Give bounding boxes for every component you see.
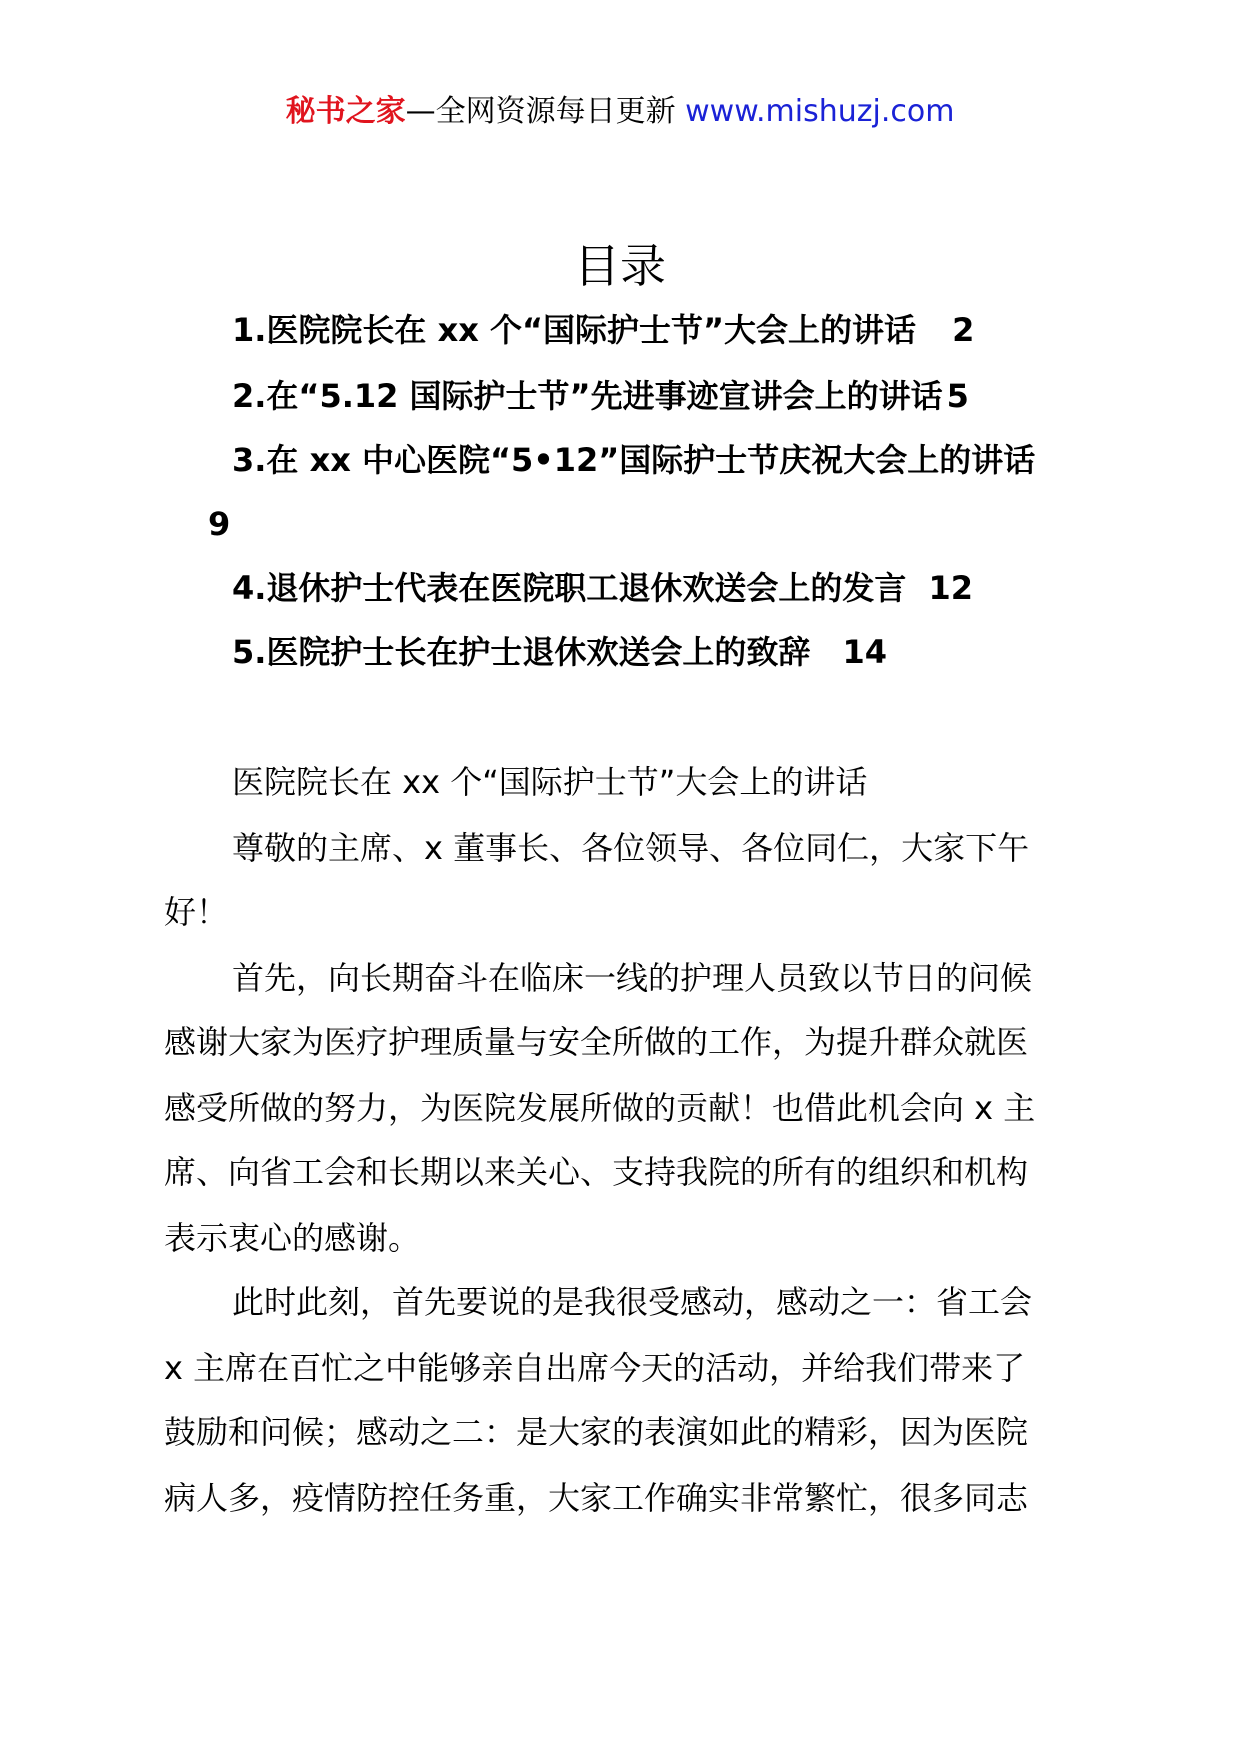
site-header: [0, 92, 1240, 132]
site-url-link[interactable]: www.mishuzj.com: [685, 94, 955, 129]
toc-entry-text: 5.医院护士长在护士退休欢送会上的致辞: [232, 633, 811, 671]
body-line: 尊敬的主席、x 董事长、各位领导、各位同仁，大家下午: [232, 829, 1030, 867]
header-tagline: —全网资源每日更新: [405, 94, 686, 129]
toc-entry-page: 5: [946, 377, 969, 415]
body-line: 感谢大家为医疗护理质量与安全所做的工作，为提升群众就医: [164, 1023, 1029, 1061]
body-line: 此时此刻，首先要说的是我很受感动，感动之一：省工会: [232, 1283, 1033, 1321]
toc-entry-3-page[interactable]: 9: [208, 505, 231, 543]
toc-entry-text: 4.退休护士代表在医院职工退休欢送会上的发言: [232, 569, 907, 607]
body-line: 感受所做的努力，为医院发展所做的贡献！也借此机会向 x 主: [164, 1089, 1036, 1127]
toc-entry-page: 14: [842, 633, 887, 671]
body-line: 首先，向长期奋斗在临床一线的护理人员致以节日的问候: [232, 959, 1033, 997]
speech-title: 医院院长在 xx 个“国际护士节”大会上的讲话: [232, 763, 868, 801]
toc-title: 目录: [574, 239, 666, 293]
body-line: x 主席在百忙之中能够亲自出席今天的活动，并给我们带来了: [164, 1349, 1026, 1387]
toc-entry-page: 2: [952, 311, 975, 349]
toc-entry-text: 1.医院院长在 xx 个“国际护士节”大会上的讲话: [232, 311, 917, 349]
body-line: 病人多，疫情防控任务重，大家工作确实非常繁忙，很多同志: [164, 1479, 1029, 1517]
toc-entry-4[interactable]: [232, 566, 973, 610]
toc-entry-text: 2.在“5.12 国际护士节”先进事迹宣讲会上的讲话: [232, 377, 943, 415]
toc-entry-page: 12: [928, 569, 973, 607]
toc-entry-5[interactable]: [232, 630, 887, 674]
toc-entry-1[interactable]: [232, 308, 974, 352]
toc-entry-2[interactable]: [232, 374, 969, 418]
body-line: 鼓励和问候；感动之二：是大家的表演如此的精彩，因为医院: [164, 1413, 1029, 1451]
toc-entry-3[interactable]: [232, 438, 1035, 482]
toc-entry-text: 3.在 xx 中心医院“5•12”国际护士节庆祝大会上的讲话: [232, 441, 1036, 479]
body-line: 席、向省工会和长期以来关心、支持我院的所有的组织和机构: [164, 1153, 1029, 1191]
body-line: 表示衷心的感谢。: [164, 1219, 421, 1257]
body-line: 好！: [164, 893, 229, 931]
brand-name: 秘书之家: [285, 94, 406, 129]
